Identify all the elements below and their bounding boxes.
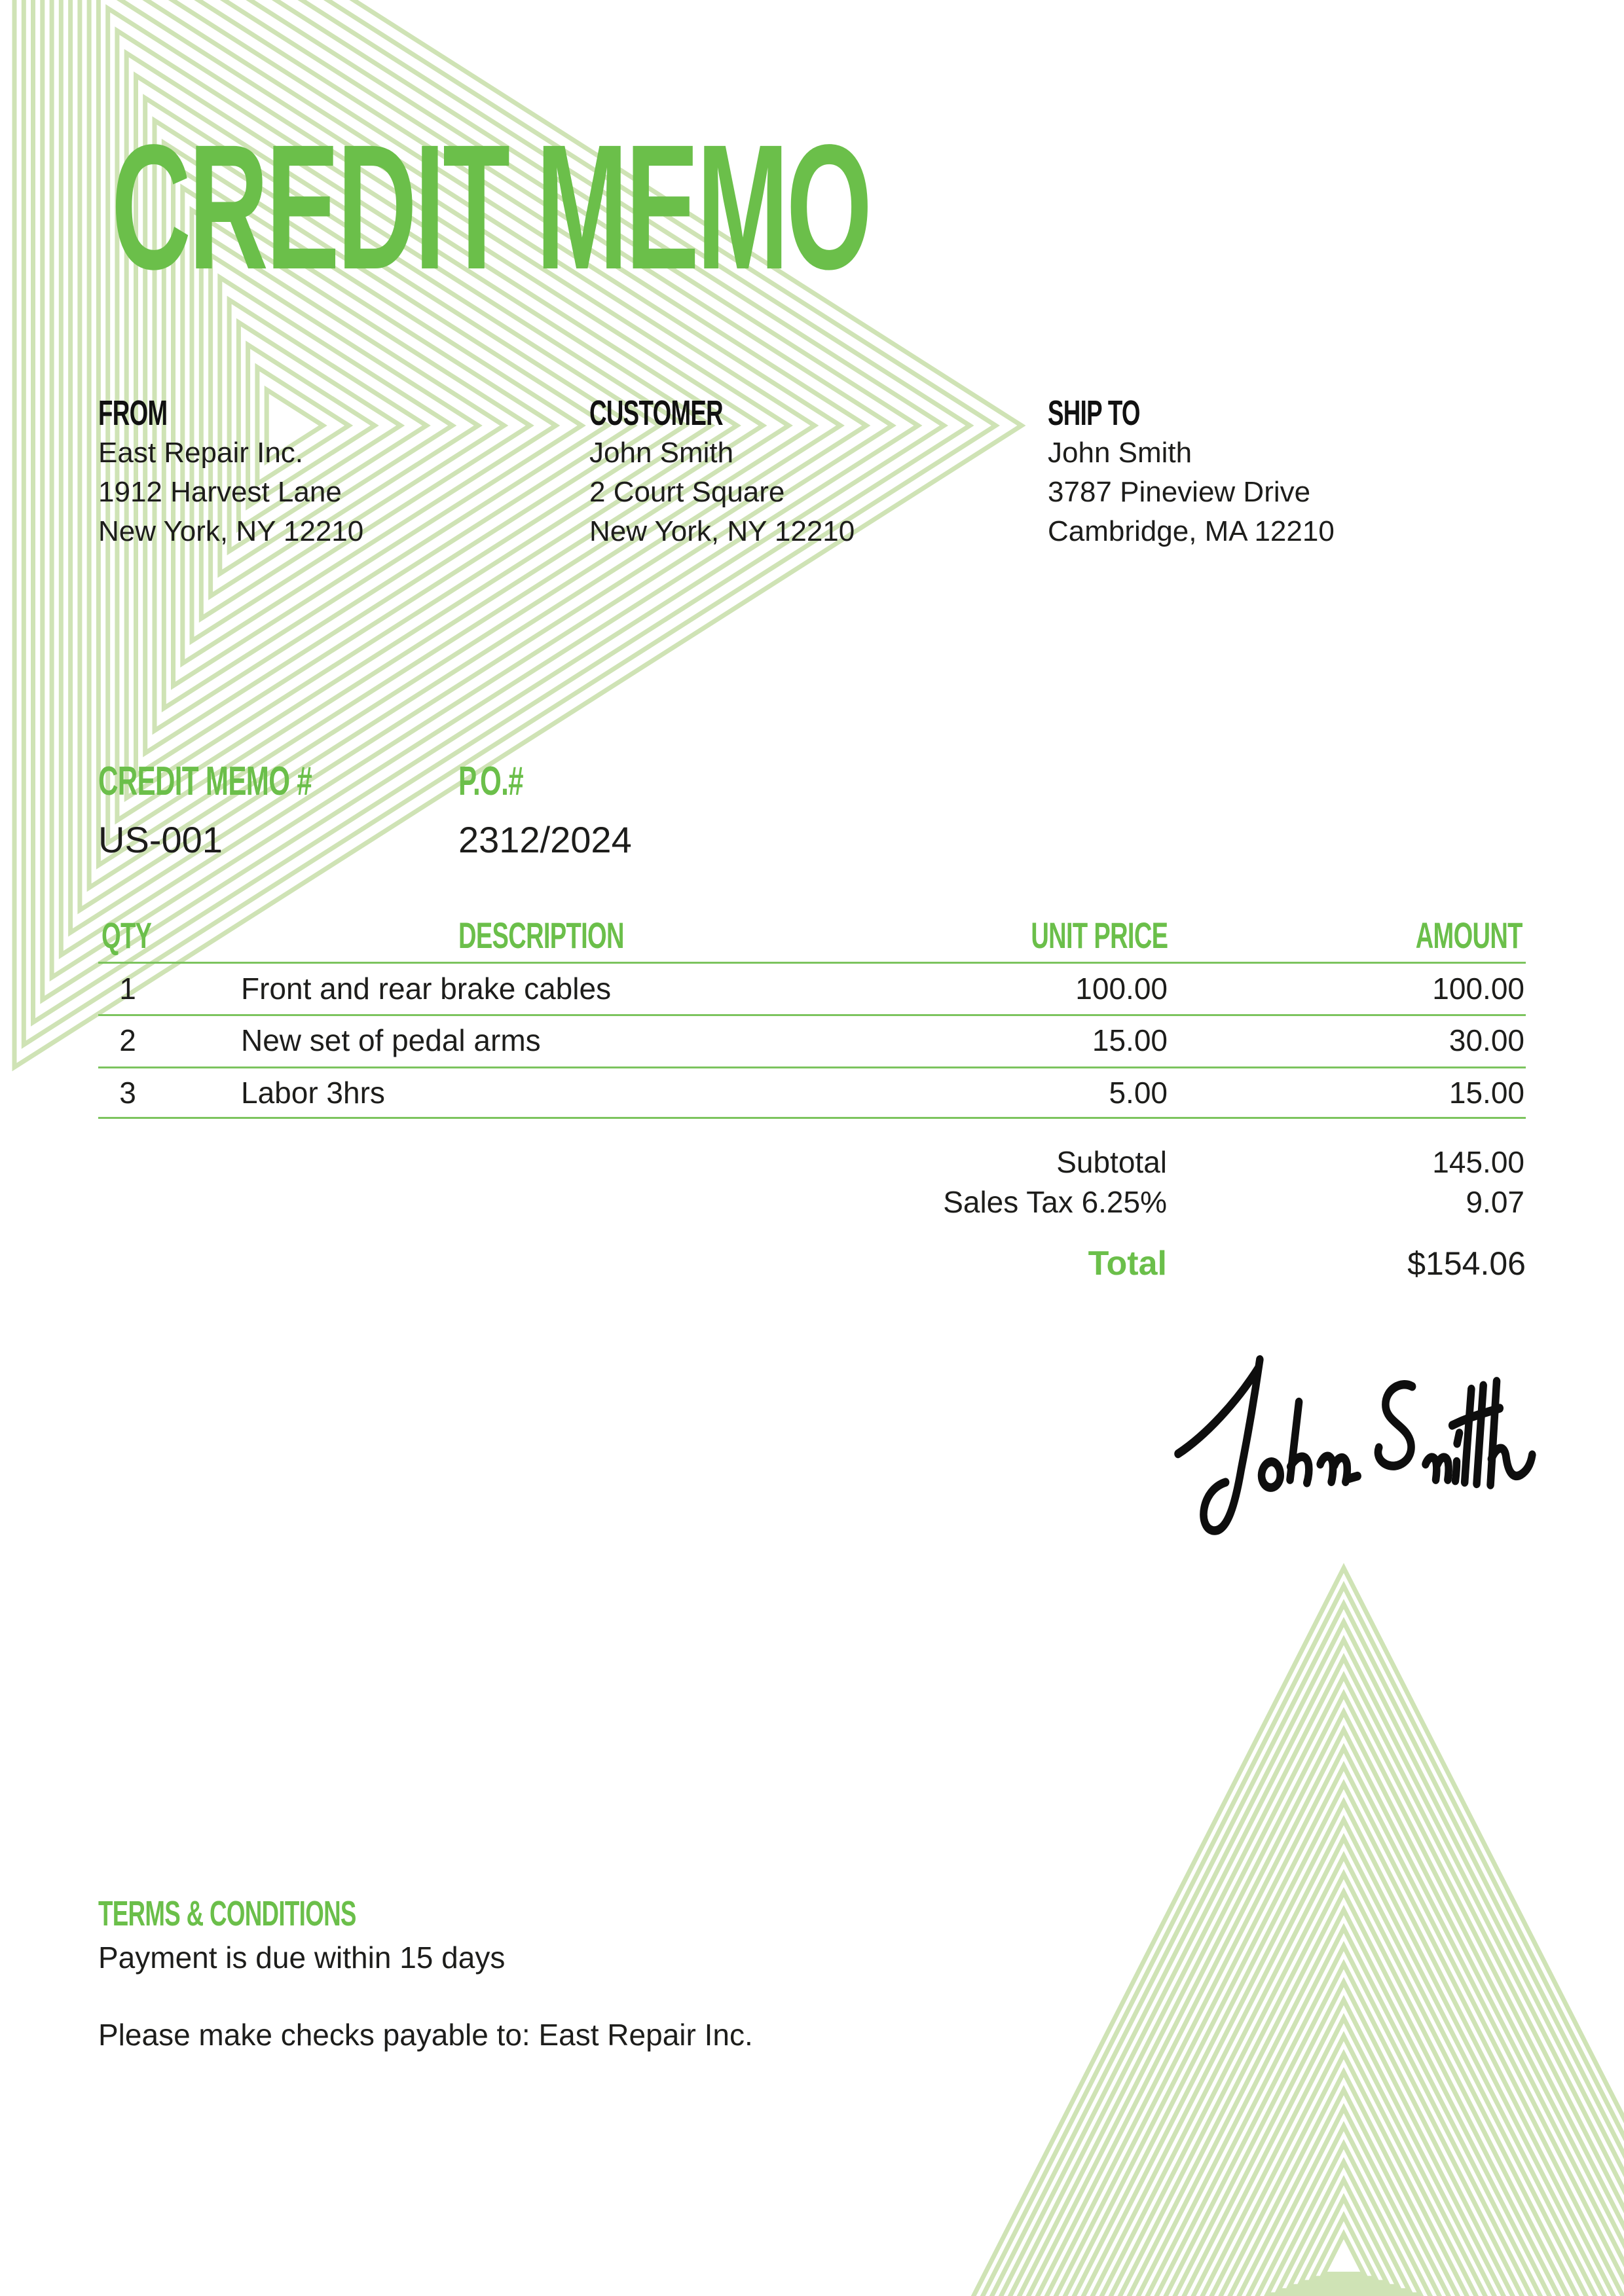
from-line-3: New York, NY 12210 [98,515,364,547]
ship-to-line-2: 3787 Pineview Drive [1048,476,1311,508]
subtotal-label: Subtotal [1056,1145,1167,1179]
table-rule-2 [98,1014,1526,1016]
ship-to-address [1048,433,1335,551]
row1-amount: 100.00 [1432,972,1524,1006]
signature [1166,1319,1539,1542]
from-label: FROM [98,393,168,433]
total-label: Total [1088,1245,1167,1283]
customer-line-3: New York, NY 12210 [589,515,855,547]
subtotal-value: 145.00 [1432,1145,1524,1179]
customer-line-2: 2 Court Square [589,476,785,508]
row1-unit-price: 100.00 [1075,972,1168,1006]
row3-amount: 15.00 [1449,1076,1524,1110]
ship-to-line-1: John Smith [1048,437,1192,469]
terms-line-1: Payment is due within 15 days [98,1941,506,1975]
credit-memo-number-value: US-001 [98,819,223,860]
sales-tax-label: Sales Tax 6.25% [943,1185,1167,1219]
ship-to-label: SHIP TO [1048,393,1140,433]
row1-description: Front and rear brake cables [241,972,612,1006]
table-rule-4 [98,1117,1526,1119]
table-rule-1 [98,962,1526,964]
page-title: CREDIT MEMO [111,107,870,306]
row2-amount: 30.00 [1449,1023,1524,1057]
customer-label: CUSTOMER [589,393,724,433]
table-header-description: DESCRIPTION [458,915,624,956]
table-rule-3 [98,1066,1526,1068]
po-number-value: 2312/2024 [458,819,632,860]
table-header-amount: AMOUNT [1415,915,1522,956]
terms-label: TERMS & CONDITIONS [98,1894,356,1933]
customer-address [589,433,855,551]
row3-unit-price: 5.00 [1109,1076,1168,1110]
row2-description: New set of pedal arms [241,1023,541,1057]
from-line-2: 1912 Harvest Lane [98,476,342,508]
table-header-unit-price: UNIT PRICE [1030,915,1168,956]
ship-to-line-3: Cambridge, MA 12210 [1048,515,1335,547]
customer-line-1: John Smith [589,437,734,469]
total-value: $154.06 [1407,1245,1526,1282]
from-address [98,433,363,551]
row3-description: Labor 3hrs [241,1076,385,1110]
from-line-1: East Repair Inc. [98,437,304,469]
po-number-label: P.O.# [458,759,523,804]
table-header-qty: QTY [101,915,152,956]
row1-qty: 1 [119,972,136,1006]
row2-qty: 2 [119,1023,136,1057]
credit-memo-number-label: CREDIT MEMO # [98,759,312,804]
terms-line-2: Please make checks payable to: East Repair Inc. [98,2018,753,2052]
row3-qty: 3 [119,1076,136,1110]
sales-tax-value: 9.07 [1466,1185,1524,1219]
row2-unit-price: 15.00 [1092,1023,1168,1057]
